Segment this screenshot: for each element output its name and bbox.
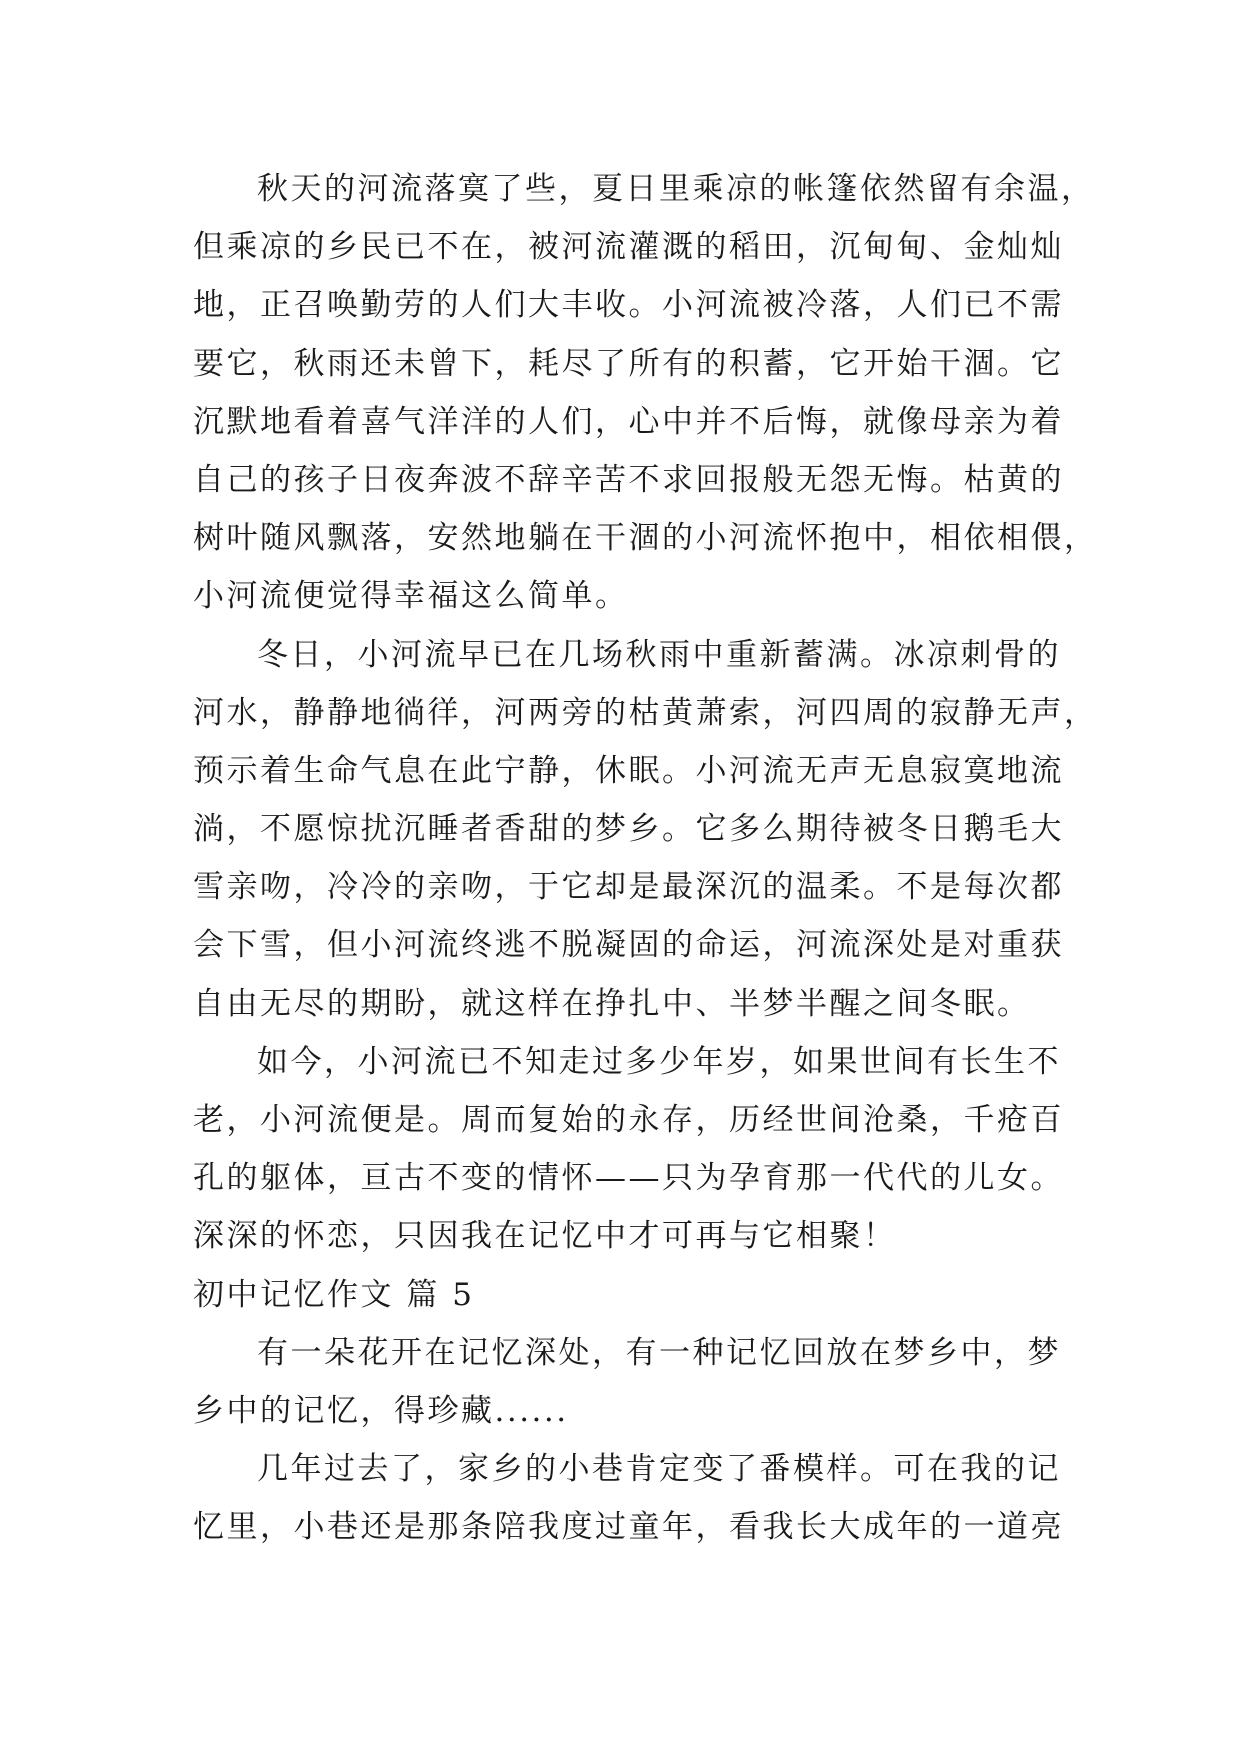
paragraph-line: 但乘凉的乡民已不在，被河流灌溉的稻田，沉甸甸、金灿灿 — [193, 229, 1064, 266]
section-heading: 初中记忆作文 篇 5 — [193, 1276, 475, 1313]
paragraph-line: 自由无尽的期盼，就这样在挣扎中、半梦半醒之间冬眠。 — [193, 985, 1031, 1022]
paragraph-line: 秋天的河流落寞了些，夏日里乘凉的帐篷依然留有余温， — [257, 171, 1095, 207]
paragraph-line: 要它，秋雨还未曾下，耗尽了所有的积蓄，它开始干涸。它 — [193, 345, 1064, 382]
paragraph-line: 忆里，小巷还是那条陪我度过童年，看我长大成年的一道亮 — [193, 1509, 1064, 1546]
paragraph-line: 几年过去了，家乡的小巷肯定变了番模样。可在我的记 — [257, 1451, 1061, 1488]
paragraph-line: 孔的躯体，亘古不变的情怀——只为孕育那一代代的儿女。 — [193, 1160, 1064, 1197]
paragraph-line: 自己的孩子日夜奔波不辞辛苦不求回报般无怨无悔。枯黄的 — [193, 461, 1064, 498]
paragraph-line: 深深的怀恋，只因我在记忆中才可再与它相聚！ — [193, 1218, 897, 1255]
paragraph-line: 有一朵花开在记忆深处，有一种记忆回放在梦乡中，梦 — [257, 1334, 1061, 1371]
paragraph-line: 如今，小河流已不知走过多少年岁，如果世间有长生不 — [257, 1043, 1061, 1080]
paragraph-line: 冬日，小河流早已在几场秋雨中重新蓄满。冰凉刺骨的 — [257, 636, 1061, 673]
paragraph-line: 老，小河流便是。周而复始的永存，历经世间沧桑，千疮百 — [193, 1102, 1064, 1138]
paragraph-line: 雪亲吻，冷冷的亲吻，于它却是最深沉的温柔。不是每次都 — [193, 869, 1064, 906]
paragraph-line: 乡中的记忆，得珍藏...... — [193, 1392, 569, 1429]
document-body — [193, 160, 1098, 1557]
paragraph-line: 河水，静静地徜徉，河两旁的枯黄萧索，河四周的寂静无声， — [193, 694, 1098, 731]
paragraph-line: 地，正召唤勤劳的人们大丰收。小河流被冷落，人们已不需 — [193, 287, 1064, 324]
paragraph-line: 树叶随风飘落，安然地躺在干涸的小河流怀抱中，相依相偎， — [193, 520, 1098, 557]
paragraph-line: 沉默地看着喜气洋洋的人们，心中并不后悔，就像母亲为着 — [193, 403, 1064, 440]
paragraph-line: 预示着生命气息在此宁静，休眠。小河流无声无息寂寞地流 — [193, 752, 1064, 789]
paragraph-line: 小河流便觉得幸福这么简单。 — [193, 578, 629, 615]
paragraph-line: 会下雪，但小河流终逃不脱凝固的命运，河流深处是对重获 — [193, 927, 1064, 964]
paragraph-line: 淌，不愿惊扰沉睡者香甜的梦乡。它多么期待被冬日鹅毛大 — [193, 811, 1064, 848]
